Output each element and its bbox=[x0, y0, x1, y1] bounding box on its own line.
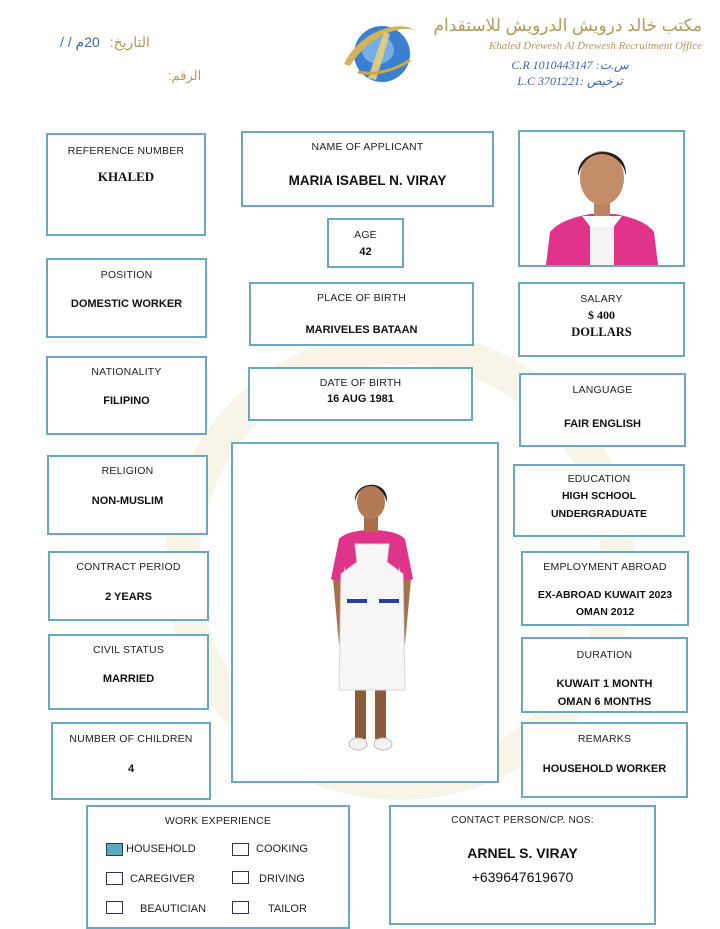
date-label: التاريخ: bbox=[109, 34, 150, 50]
civil-status-value: MARRIED bbox=[102, 673, 155, 685]
number-of-children-value: 4 bbox=[127, 763, 135, 775]
religion-label: RELIGION bbox=[101, 465, 154, 477]
contract-period-value: 2 YEARS bbox=[105, 591, 152, 603]
duration-box bbox=[521, 637, 688, 713]
applicant-photo-box bbox=[518, 130, 685, 267]
number-of-children-label: NUMBER OF CHILDREN bbox=[69, 733, 193, 745]
work-experience-box bbox=[86, 805, 350, 929]
lc-number: L.C 3701221: ترخيص bbox=[517, 74, 623, 88]
applicant-full-body-photo bbox=[233, 444, 497, 781]
remarks-box bbox=[521, 722, 688, 798]
place-of-birth-box bbox=[249, 282, 474, 346]
religion-value: NON-MUSLIM bbox=[91, 495, 164, 507]
tailor-label: TAILOR bbox=[268, 903, 307, 915]
contact-person-title: CONTACT PERSON/CP. NOS: bbox=[451, 815, 594, 826]
position-box bbox=[46, 258, 207, 338]
age-value: 42 bbox=[359, 246, 372, 258]
education-box bbox=[513, 464, 685, 537]
employment-abroad-box bbox=[521, 551, 689, 626]
contact-person-name: ARNEL S. VIRAY bbox=[467, 845, 578, 861]
tailor-checkbox[interactable] bbox=[232, 901, 249, 914]
remarks-value: HOUSEHOLD WORKER bbox=[542, 763, 667, 775]
employment-abroad-line1: EX-ABROAD KUWAIT 2023 bbox=[537, 589, 673, 601]
remarks-label: REMARKS bbox=[577, 733, 632, 745]
driving-label: DRIVING bbox=[259, 873, 305, 885]
nationality-box bbox=[46, 356, 207, 435]
applicant-name-box bbox=[241, 131, 494, 207]
applicant-name-label: NAME OF APPLICANT bbox=[311, 141, 424, 153]
position-label: POSITION bbox=[100, 269, 153, 281]
date-of-birth-box bbox=[248, 367, 473, 421]
applicant-portrait-photo bbox=[520, 132, 683, 265]
language-value: FAIR ENGLISH bbox=[563, 418, 641, 430]
cr-number: C.R 1010443147 :س.ت bbox=[511, 58, 629, 72]
reference-number-label: REFERENCE NUMBER bbox=[67, 145, 185, 157]
cooking-checkbox[interactable] bbox=[232, 843, 249, 856]
employment-abroad-line2: OMAN 2012 bbox=[575, 606, 635, 618]
duration-kuwait: KUWAIT 1 MONTH bbox=[556, 678, 653, 690]
household-checkbox[interactable] bbox=[106, 843, 123, 856]
salary-currency: DOLLARS bbox=[571, 325, 632, 339]
duration-label: DURATION bbox=[576, 649, 633, 661]
applicant-name-value: MARIA ISABEL N. VIRAY bbox=[288, 173, 447, 188]
age-label: AGE bbox=[354, 229, 377, 241]
education-label: EDUCATION bbox=[567, 473, 631, 485]
reference-number-box bbox=[46, 133, 206, 236]
cooking-label: COOKING bbox=[256, 843, 308, 855]
nationality-value: FILIPINO bbox=[103, 395, 150, 407]
civil-status-box bbox=[48, 634, 209, 710]
salary-label: SALARY bbox=[580, 293, 623, 305]
religion-box bbox=[47, 455, 208, 535]
office-name-ar: مكتب خالد درويش الدرويش للاستقدام bbox=[433, 16, 702, 35]
contract-period-label: CONTRACT PERIOD bbox=[76, 561, 181, 573]
caregiver-label: CAREGIVER bbox=[130, 873, 195, 885]
education-status: UNDERGRADUATE bbox=[550, 508, 648, 520]
date-of-birth-label: DATE OF BIRTH bbox=[319, 377, 402, 389]
number-of-children-box bbox=[51, 722, 211, 800]
duration-oman: OMAN 6 MONTHS bbox=[557, 696, 652, 708]
employment-abroad-label: EMPLOYMENT ABROAD bbox=[543, 561, 667, 573]
date-value: 20م / / bbox=[60, 34, 100, 50]
number-label: الرقم: bbox=[168, 68, 202, 83]
beautician-label: BEAUTICIAN bbox=[140, 903, 207, 915]
caregiver-checkbox[interactable] bbox=[106, 872, 123, 885]
office-name-en: Khaled Drewesh Al Drewesh Recruitment Office bbox=[488, 40, 702, 52]
position-value: DOMESTIC WORKER bbox=[70, 298, 183, 310]
contact-person-phone: +639647619670 bbox=[471, 869, 574, 885]
salary-amount: $ 400 bbox=[588, 308, 615, 322]
date-of-birth-value: 16 AUG 1981 bbox=[327, 393, 394, 405]
beautician-checkbox[interactable] bbox=[106, 901, 123, 914]
full-body-photo-box bbox=[231, 442, 499, 783]
contract-period-box bbox=[48, 551, 209, 621]
place-of-birth-label: PLACE OF BIRTH bbox=[317, 292, 406, 304]
language-label: LANGUAGE bbox=[572, 384, 633, 396]
age-box bbox=[327, 218, 404, 268]
contact-person-box bbox=[389, 805, 656, 925]
reference-number-value: KHALED bbox=[97, 169, 155, 184]
office-logo bbox=[340, 20, 418, 88]
date-field bbox=[60, 34, 220, 51]
work-experience-title: WORK EXPERIENCE bbox=[164, 815, 272, 827]
nationality-label: NATIONALITY bbox=[91, 366, 162, 378]
household-label: HOUSEHOLD bbox=[126, 843, 196, 855]
education-level: HIGH SCHOOL bbox=[561, 490, 637, 502]
driving-checkbox[interactable] bbox=[232, 871, 249, 884]
place-of-birth-value: MARIVELES BATAAN bbox=[305, 324, 418, 336]
civil-status-label: CIVIL STATUS bbox=[92, 644, 165, 656]
language-box bbox=[519, 373, 686, 447]
salary-box bbox=[518, 282, 685, 357]
